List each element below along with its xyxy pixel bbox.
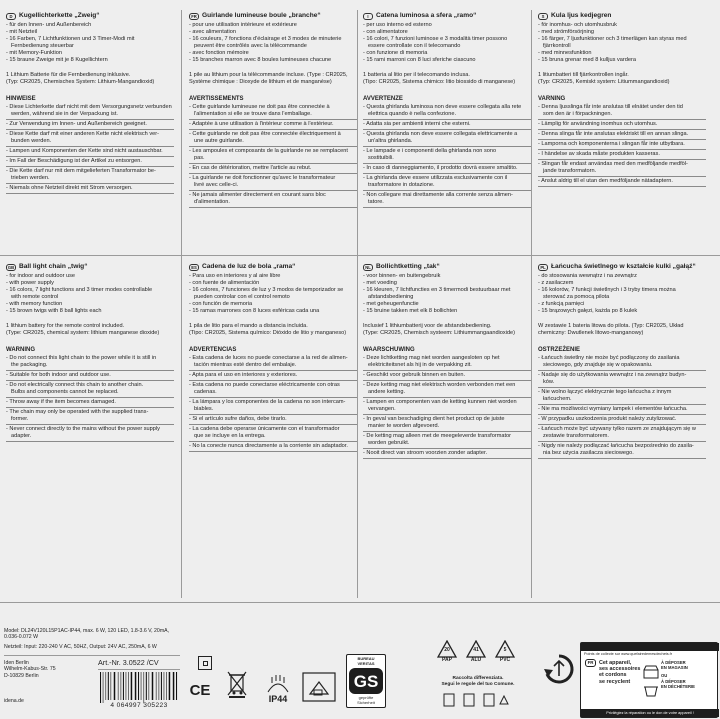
warning-item: - Adaptée à une utilisation à l'intérieur comme à l'extérieur. (189, 121, 357, 130)
feature-item: - 16 färger, 7 ljusfunktioner och 3 timerlägen kan styras med fjärrkontroll (538, 36, 706, 50)
barcode-bar (164, 672, 165, 700)
recycling-code-number: 41 (473, 647, 479, 653)
divider (531, 10, 532, 598)
product-title: Kula ljus kedjegren (551, 12, 612, 19)
shop-icon (643, 665, 659, 679)
feature-item: - 16 colori, 7 funzioni luminose e 3 modalità timer possono essere controllate con il telecomando (363, 36, 531, 50)
feature-item: - 16 kolorów, 7 funkcji świetlnych i 3 tryby timera można sterować za pomocą pilota (538, 287, 706, 301)
warning-item: - Throw away if the item becomes damaged. (6, 399, 174, 408)
warning-item: - Do not connect this light chain to the power while it is still in the packaging. (6, 355, 174, 371)
warning-item: - La ghirlanda deve essere utilizzata esclusivamente con il trasformatore in dotazione. (363, 175, 531, 191)
feature-item: - med strömförsörjning (538, 29, 706, 36)
feature-item: - pour une utilisation intérieure et extérieure (189, 22, 357, 29)
barcode-bar (159, 672, 160, 700)
recycling-code-label: ALU (470, 657, 482, 663)
water-splash-icon (264, 674, 292, 694)
warning-item: - En cas de détérioration, mettre l'article au rebut. (189, 165, 357, 174)
product-title: Łańcucha świetlnego w kształcie kulki „gałąź“ (551, 263, 696, 270)
feature-list (6, 22, 174, 64)
feature-item: - z zasilaczem (538, 280, 706, 287)
warning-item: - Cette guirlande ne doit pas être connectée électriquement à une autre guirlande. (189, 131, 357, 147)
feature-list (189, 273, 357, 315)
warning-item: - Im Fall der Beschädigung ist der Artikel zu entsorgen. (6, 158, 174, 167)
warning-item: - Łańcuch świetlny nie może być podłączony do zasilania sieciowego, gdy znajduje się w opakowaniu. (538, 355, 706, 371)
warning-list (363, 355, 531, 459)
warning-list (189, 104, 357, 208)
warning-item: - Nadaje się do użytkowania wewnątrz i na zewnątrz budyn- ków. (538, 372, 706, 388)
country-code-badge: NL (363, 264, 373, 271)
warning-heading: AVVERTENZE (363, 96, 403, 102)
recycling-note: Raccolta differenziata. Segui le regole del tuo Comune. (441, 676, 515, 687)
feature-item: - with memory function (6, 301, 174, 308)
feature-item: - 16 Farben, 7 Lichtfunktionen und 3 Timer-Modi mit Fernbedienung steuerbar (6, 36, 174, 50)
barcode-bar (100, 672, 101, 703)
country-code-badge: FR (189, 13, 199, 20)
feature-item: - 16 kleuren, 7 lichtfuncties en 3 timermodi bestuurbaar met afstandsbediening (363, 287, 531, 301)
feature-item: - met geheugenfunctie (363, 301, 531, 308)
barcode-bar (121, 672, 122, 700)
barcode-bar (176, 672, 177, 700)
recycling-code-label: PAP (442, 657, 452, 663)
column-heading (6, 12, 174, 20)
warning-item: - Łańcuch może być używany tylko razem ze znajdującym się w zestawie transformatorem. (538, 426, 706, 442)
warning-item: - Zur Verwendung im Innen- und Außenbereich geeignet. (6, 121, 174, 130)
battery-note: W zestawie 1 bateria litowa do pilota. (Typ: CR2025, Układ chemiczny: Dwutlenek litowo-manganowy) (538, 323, 684, 336)
warning-item: - Lampen en componenten van de ketting kunnen niet worden vervangen. (363, 399, 531, 415)
feature-item: - 15 bruine takken met elk 8 bollichten (363, 308, 531, 315)
column-heading (363, 12, 531, 20)
divider (0, 255, 720, 256)
barcode-bar (106, 672, 107, 700)
barcode-bar (111, 672, 112, 700)
barcode-bar (114, 672, 116, 700)
column-de (6, 12, 174, 195)
warning-item: - W przypadku uszkodzenia produkt należy zutylizować. (538, 416, 706, 425)
barcode-bar (169, 672, 171, 700)
country-code-badge: D (6, 13, 16, 20)
gs-certification-badge (346, 654, 386, 708)
warning-item: - Never connect directly to the mains without the power supply adapter. (6, 426, 174, 442)
warning-item: - Non collegare mai direttamente alla corrente senza alimen- tatore. (363, 192, 531, 208)
feature-item: - för inomhus- och utomhusbruk (538, 22, 706, 29)
warning-item: - Denna ljusslinga får inte anslutas till elnätet under den tid som den är i förpackningen. (538, 104, 706, 120)
feature-item: - avec alimentation (189, 29, 357, 36)
feature-item: - 15 rami marroni con 8 luci sferiche ciascuno (363, 57, 531, 64)
feature-item: - med minnesfunktion (538, 50, 706, 57)
triman-footer: Privilégiez la réparation ou le don de votre appareil ! (581, 709, 719, 717)
warning-item: - Questa ghirlanda non deve essere collegata elettricamente a un'altra ghirlanda. (363, 131, 531, 147)
warning-item: - I händelse av skada måste produkten kasseras. (538, 151, 706, 160)
warning-item: - Niemals ohne Netzteil direkt mit Strom versorgen. (6, 185, 174, 194)
divider (4, 655, 180, 656)
warning-item: - Les ampoules et composants de la guirlande ne se remplacent pas. (189, 148, 357, 164)
feature-list (363, 273, 531, 315)
country-code-badge: I (363, 13, 373, 20)
warning-list (538, 104, 706, 187)
adapter-info: Netzteil: Input: 220-240 V AC, 50HZ, Output: 24V AC, 250mA, 6 W (4, 644, 157, 650)
warning-item: - Adatta sia per ambienti interni che esterni. (363, 121, 531, 130)
feature-item: - 15 bruna grenar med 8 kulljus vardera (538, 57, 706, 64)
warning-item: - La cadena debe operarse únicamente con el transformador que se incluye en la entrega. (189, 426, 357, 442)
triman-url: Points de collecte sur www.quefairedemesdechets.fr (584, 652, 673, 656)
website: idena.de (4, 698, 24, 704)
barcode-bar (108, 672, 109, 700)
warning-list (6, 104, 174, 194)
feature-item: - con alimentatore (363, 29, 531, 36)
feature-list (538, 22, 706, 64)
warning-item: - La guirlande ne doit fonctionner qu'avec le transformateur livré avec celle-ci. (189, 175, 357, 191)
warning-item: - Esta cadena de luces no puede conectarse a la red de alimen- tación mientras esté dentro del embalaje. (189, 355, 357, 371)
warning-item: - Suitable for both indoor and outdoor use. (6, 372, 174, 381)
barcode-bar (123, 672, 124, 700)
column-heading (363, 263, 531, 271)
feature-item: - 16 colors, 7 light functions and 3 timer modes controllable with remote control (6, 287, 174, 301)
feature-item: - do stosowania wewnątrz i na zewnątrz (538, 273, 706, 280)
warning-item: - Do not electrically connect this chain to another chain. Bulbs and components cannot be replaced. (6, 382, 174, 398)
product-title: Kugellichterkette „Zweig“ (19, 12, 100, 19)
battery-note: 1 litiumbatteri till fjärrkontrollen ingår. (Typ: CR2025, Kemiskt system: Litiummangandioxid) (538, 72, 670, 85)
warning-item: - Diese Lichterkette darf nicht mit dem Versorgungsnetz verbunden werden, während sie in der Verpackung ist. (6, 104, 174, 120)
triman-decheterie: À DÉPOSER EN DÉCHÈTERIE (661, 679, 695, 689)
barcode-bar (149, 672, 150, 700)
feature-list (363, 22, 531, 64)
triman-ou: OU (661, 673, 668, 678)
warning-item: - Le lampade e i componenti della ghirlanda non sono sostituibili. (363, 148, 531, 164)
product-title: Bollichtketting „tak“ (376, 263, 440, 270)
barcode-bar (131, 672, 133, 700)
feature-item: - 15 brązowych gałęzi, każda po 8 kulek (538, 308, 706, 315)
triman-info-box (580, 642, 718, 718)
column-heading (538, 263, 706, 271)
warning-heading: VARNING (538, 96, 566, 102)
bureau-veritas-label: BUREAU VERITAS (357, 656, 375, 666)
warning-item: - Apta para el uso en interiores y exteriores. (189, 372, 357, 381)
ce-mark-icon: CE (189, 681, 211, 699)
warning-item: - No la conecte nunca directamente a la corriente sin adaptador. (189, 443, 357, 452)
warning-item: - Nigdy nie należy podłączać łańcucha bezpośrednio do zasila- nia bez użycia zasilacza sieciowego. (538, 443, 706, 459)
recycle-arrows-icon (542, 652, 576, 686)
warning-item: - Cette guirlande lumineuse ne doit pas être connectée à l'alimentation si elle se trouve dans l'emballage. (189, 104, 357, 120)
feature-item: - con funzione di memoria (363, 50, 531, 57)
warning-item: - Lämplig för användning inomhus och utomhus. (538, 121, 706, 130)
feature-item: - 15 brown twigs with 8 ball lights each (6, 308, 174, 315)
barcode-bar (166, 672, 167, 700)
feature-item: - with power supply (6, 280, 174, 287)
product-title: Cadena de luz de bola „rama“ (202, 263, 296, 270)
warning-item: - Nooit direct van stroom voorzien zonder adapter. (363, 450, 531, 459)
warning-heading: ADVERTENCIAS (189, 347, 237, 353)
feature-item: - con función de memoria (189, 301, 357, 308)
country-code-badge: GB (7, 264, 15, 270)
ip-rating-label: IP44 (268, 694, 288, 704)
triman-fr-badge: FR (585, 659, 596, 667)
column-heading (6, 263, 174, 271)
feature-item: - met voeding (363, 280, 531, 287)
warning-heading: WAARSCHUWING (363, 347, 415, 353)
divider (181, 10, 182, 598)
column-heading (538, 12, 706, 20)
model-info: Model: DL24V120L15P1AC-IP44, max. 6 W, 120 LED, 1.8-3.6 V, 20mA, 0.036-0.072 W (4, 628, 170, 641)
feature-item: - avec fonction mémoire (189, 50, 357, 57)
warning-item: - De ketting mag alleen met de meegeleverde transformator worden gebruikt. (363, 433, 531, 449)
warning-item: - The chain may only be operated with the supplied trans- former. (6, 409, 174, 425)
barcode-bar (141, 672, 142, 700)
warning-list (189, 355, 357, 452)
column-se (538, 12, 706, 188)
barcode-bar (156, 672, 157, 700)
column-pl (538, 263, 706, 460)
recycling-code-pvc (494, 640, 516, 674)
feature-item: - voor binnen- en buitengebruik (363, 273, 531, 280)
gs-subtitle: geprüfte Sicherheit (357, 695, 375, 705)
product-title: Guirlande lumineuse boule „branche“ (202, 12, 321, 19)
warning-item: - Anslut aldrig till el utan den medföljande nätadaptern. (538, 178, 706, 187)
warning-list (6, 355, 174, 442)
feature-item: - 15 ramas marrones con 8 luces esféricas cada una (189, 308, 357, 315)
warning-item: - Lampen und Komponenten der Kette sind nicht austauschbar. (6, 148, 174, 157)
recycling-code-label: PVC (499, 657, 511, 663)
feature-item: - z funkcją pamięci (538, 301, 706, 308)
warning-item: - Die Kette darf nur mit dem mitgelieferten Transformator be- trieben werden. (6, 168, 174, 184)
barcode-bar (135, 672, 137, 700)
column-nl (363, 263, 531, 460)
country-code-badge: PL (538, 264, 548, 271)
barcode-bar (126, 672, 127, 700)
barcode-bar (144, 672, 145, 703)
feature-item: - 16 couleurs, 7 fonctions d'éclairage et 3 modes de minuterie peuvent être contrôlés avec la télécommande (189, 36, 357, 50)
column-es (189, 263, 357, 453)
battery-note: 1 lithium battery for the remote control included. (Type: CR2025, chemical system: lithium manganese dioxide) (6, 323, 160, 336)
feature-list (538, 273, 706, 315)
feature-item: - Para uso en interiores y al aire libre (189, 273, 357, 280)
warning-item: - Questa ghirlanda luminosa non deve essere collegata alla rete elettrica quando è nella confezione. (363, 104, 531, 120)
battery-note: 1 Lithium Batterie für die Fernbedienung inklusive. (Typ: CR2025, Chemisches System: Lithium-Mangandioxid) (6, 72, 155, 85)
warning-heading: WARNING (6, 347, 35, 353)
article-number: Art.-Nr. 3.0522 /CV (98, 658, 159, 667)
country-code-badge: ES (189, 264, 199, 271)
column-fr (189, 12, 357, 209)
warning-list (363, 104, 531, 208)
feature-list (189, 22, 357, 64)
warning-item: - Diese Kette darf mit einer anderen Kette nicht elektrisch ver- bunden werden. (6, 131, 174, 147)
feature-item: - con fuente de alimentación (189, 280, 357, 287)
warning-item: - Nie ma możliwości wymiany lampek i elementów łańcucha. (538, 406, 706, 415)
warning-item: - Esta cadena no puede conectarse eléctricamente con otras cadenas. (189, 382, 357, 398)
safety-transformer-icon (302, 672, 336, 702)
country-code-badge: S (538, 13, 548, 20)
feature-item: - mit Memory-Funktion (6, 50, 174, 57)
feature-item: - 15 braune Zweige mit je 8 Kugellichtern (6, 57, 174, 64)
barcode-bar (138, 672, 139, 700)
barcode-bar (146, 672, 147, 700)
gs-mark: GS (349, 668, 383, 694)
feature-item: - for indoor and outdoor use (6, 273, 174, 280)
warning-heading: OSTRZEŻENIE (538, 347, 581, 353)
warning-item: - In geval van beschadiging dient het product op de juiste manier te worden afgevoerd. (363, 416, 531, 432)
recycling-code-pap (436, 640, 458, 674)
column-heading (189, 12, 357, 20)
warning-item: - In caso di danneggiamento, il prodotto dovrà essere smaltito. (363, 165, 531, 174)
triman-items: Cet appareil, ses accessoires et cordons se recyclent (599, 660, 641, 685)
feature-item: - mit Netzteil (6, 29, 174, 36)
recycling-disposal-icons (442, 690, 512, 708)
recycling-codes (436, 640, 516, 674)
divider (357, 10, 358, 598)
feature-item: - 16 colores, 7 funciones de luz y 3 modos de temporizador se pueden controlar con el control remoto (189, 287, 357, 301)
battery-note: 1 batteria al litio per il telecomando inclusa. (Tipo: CR2025, Sistema chimico: litio biossido di manganese) (363, 72, 516, 85)
battery-note: 1 pile au lithium pour la télécommande incluse. (Type : CR2025, Système chimique : Dioxyde de lithium et de manganèse) (189, 72, 348, 85)
bottom-strip (0, 600, 720, 719)
ip44-rating-icon (262, 672, 294, 706)
barcode-bar (103, 672, 104, 703)
barcode-number: 4 064997 305223 (110, 702, 168, 709)
barcode-bar (118, 672, 119, 700)
recycling-code-number: 20 (444, 647, 450, 653)
recycling-code-number: 5 (503, 647, 507, 653)
warning-item: - Deze lichtketting mag niet worden aangesloten op het elektriciteitsnet als hij in de verpakking zit. (363, 355, 531, 371)
warning-item: - Lamporna och komponenterna i slingan får inte utbytbara. (538, 141, 706, 150)
barcode-bar (152, 672, 154, 700)
barcode-bar (173, 672, 175, 700)
triman-header (581, 643, 719, 651)
warning-item: - La lámpara y los componentes de la cadena no son intercam- biables. (189, 399, 357, 415)
warning-item: - Denna slinga får inte anslutas elektriskt till en annan slinga. (538, 131, 706, 140)
dechetterie-icon (643, 683, 659, 697)
indoor-use-icon (198, 656, 212, 670)
weee-bin-icon (226, 670, 248, 698)
feature-item: - für den Innen- und Außenbereich (6, 22, 174, 29)
warning-heading: AVERTISSEMENTS (189, 96, 244, 102)
battery-note: 1 pila de litio para el mando a distancia incluida. (Tipo: CR2025, Sistema químico: Dióxido de litio y manganeso) (189, 323, 347, 336)
warning-item: - Si el artículo sufre daños, debe tirarlo. (189, 416, 357, 425)
column-heading (189, 263, 357, 271)
barcode-bar (161, 672, 162, 700)
divider (98, 669, 180, 670)
company-address: Iden Berlin Wilhelm-Kabus-Str. 75 D-10829 Berlin (4, 660, 56, 679)
column-gb (6, 263, 174, 443)
feature-item: - 15 branches marron avec 8 boules lumineuses chacune (189, 57, 357, 64)
barcode-bar (128, 672, 129, 700)
warning-item: - Deze ketting mag niet elektrisch worden verbonden met een andere ketting. (363, 382, 531, 398)
warning-item: - Geschikt voor gebruik binnen en buiten. (363, 372, 531, 381)
warning-list (538, 355, 706, 459)
feature-list (6, 273, 174, 315)
product-title: Ball light chain „twig“ (19, 263, 88, 270)
column-it (363, 12, 531, 209)
battery-note: Inclusief 1 lithiumbatterij voor de afstandsbediening. (Type: CR2025, Chemisch systeem: Lithiummangaandioxide) (363, 323, 516, 336)
recycling-code-alu (465, 640, 487, 674)
product-title: Catena luminosa a sfera „ramo“ (376, 12, 477, 19)
warning-heading: HINWEISE (6, 96, 36, 102)
warning-item: - Nie wolno łączyć elektrycznie tego łańcucha z innym łańcuchem. (538, 389, 706, 405)
feature-item: - per uso interno ed esterno (363, 22, 531, 29)
warning-item: - Ne jamais alimenter directement en courant sans bloc d'alimentation. (189, 192, 357, 208)
warning-item: - Slingan får endast användas med den medföljande medföl- jande transformatorn. (538, 161, 706, 177)
triman-magasin: À DÉPOSER EN MAGASIN (661, 660, 688, 670)
